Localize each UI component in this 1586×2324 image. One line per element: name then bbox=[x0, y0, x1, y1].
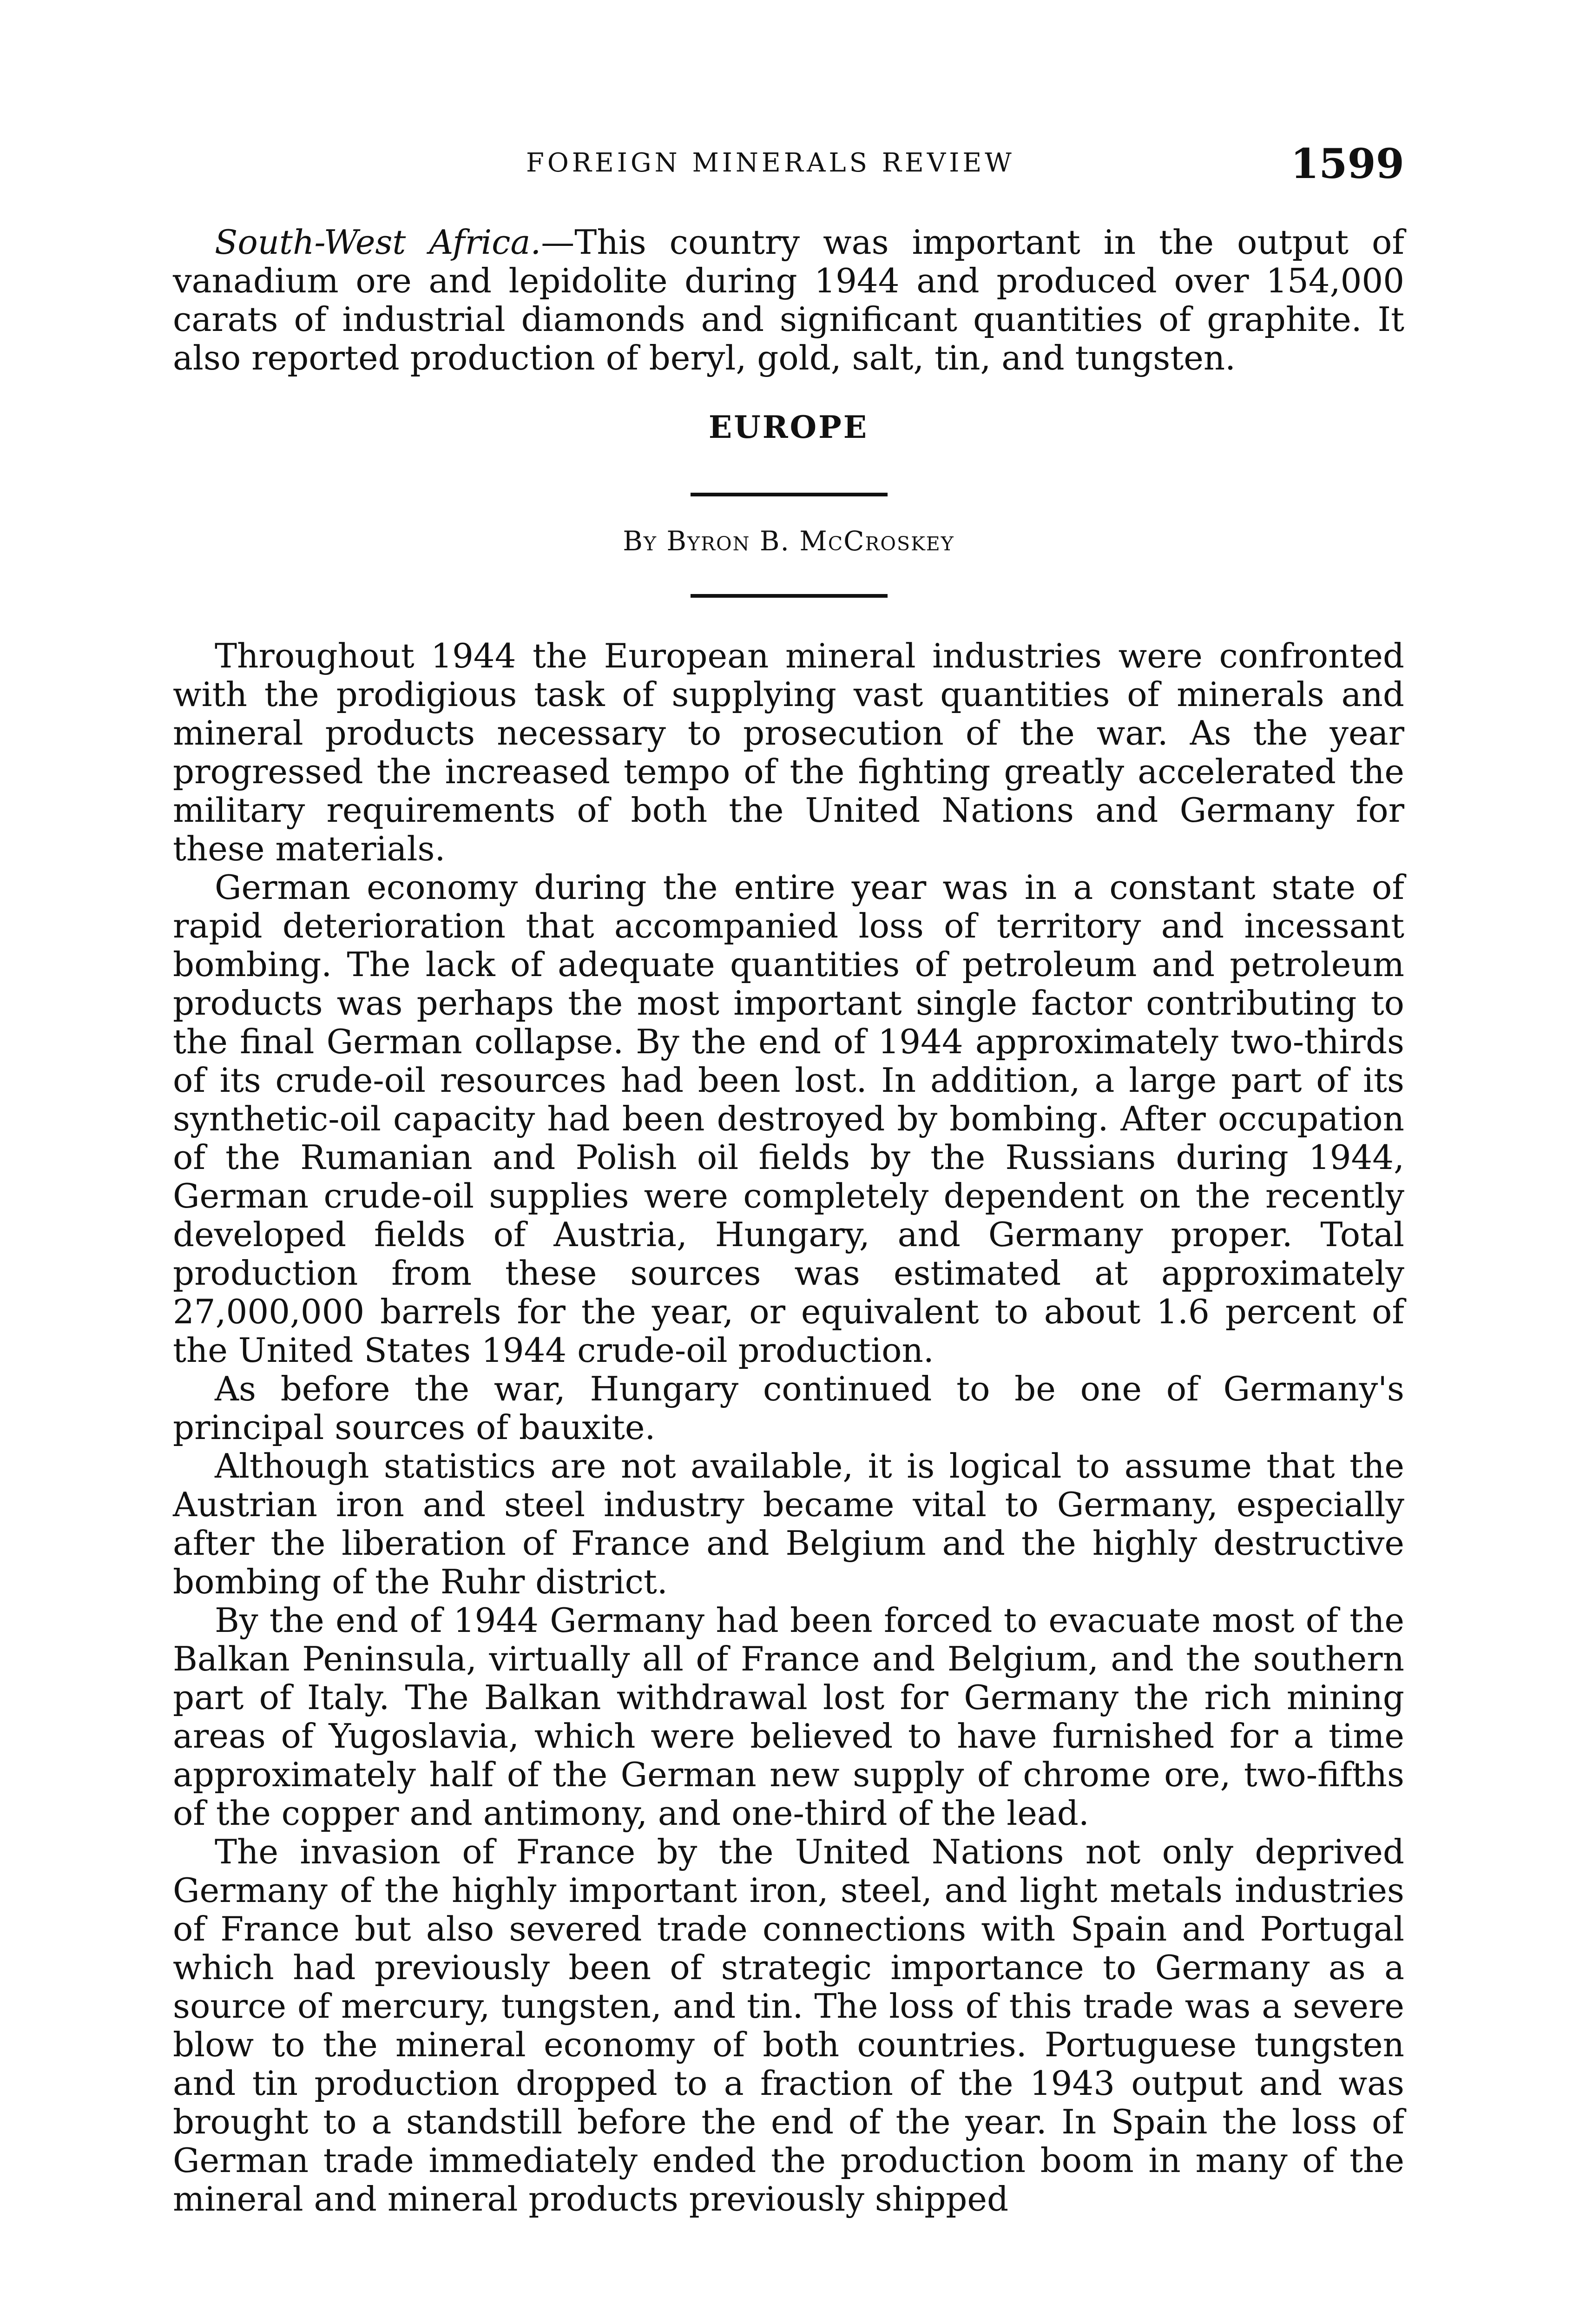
body-paragraph: By the end of 1944 Germany had been forced to evacuate most of the Balkan Peninsula, virtually all of France and Belgium, and the southern part of Italy. The Balkan withdrawal lost for Germany the rich mining areas of Yugoslavia, which were believed to have furnished for a time approximately half of the German new supply of chrome ore, two-fifths of the copper and antimony, and one-third of the lead. bbox=[173, 1601, 1404, 1833]
author-byline: By Byron B. McCroskey bbox=[623, 525, 954, 557]
body-paragraph: As before the war, Hungary continued to be one of Germany's principal sources of bauxite. bbox=[173, 1369, 1404, 1447]
intro-text: —This country was important in the output of vanadium ore and lepidolite during 1944 and produced over 154,000 carats of industrial diamonds and significant quantities of graphite. It also reported production of beryl, gold, salt, tin, and tungsten. bbox=[173, 223, 1405, 377]
body-paragraph: Although statistics are not available, it is logical to assume that the Austrian iron and steel industry became vital to Germany, especially after the liberation of France and Belgium and the highly destructive bombing of the Ruhr district. bbox=[173, 1446, 1404, 1601]
running-title: FOREIGN MINERALS REVIEW bbox=[526, 148, 1015, 178]
intro-paragraph bbox=[173, 223, 1404, 377]
body-paragraph: Throughout 1944 the European mineral industries were confronted with the prodigious task of supplying vast quantities of minerals and mineral products necessary to prosecution of the war. As the year progressed the increased tempo of the fighting greatly accelerated the military requirements of both the United Nations and Germany for these materials. bbox=[173, 636, 1404, 868]
body-paragraph: The invasion of France by the United Nations not only deprived Germany of the highly important iron, steel, and light metals industries of France but also severed trade connections with Spain and Portugal which had previously been of strategic importance to Germany as a source of mercury, tungsten, and tin. The loss of this trade was a severe blow to the mineral economy of both countries. Portuguese tungsten and tin production dropped to a fraction of the 1943 output and was brought to a standstill before the end of the year. In Spain the loss of German trade immediately ended the production boom in many of the mineral and mineral products previously shipped bbox=[173, 1832, 1404, 2218]
intro-lead: South-West Africa. bbox=[215, 223, 541, 262]
page-header bbox=[173, 139, 1404, 195]
page-number: 1599 bbox=[1290, 139, 1404, 188]
title-rule bbox=[691, 493, 888, 496]
section-title: EUROPE bbox=[708, 409, 869, 445]
body-text bbox=[173, 637, 1404, 2218]
body-paragraph: German economy during the entire year was in a constant state of rapid deterioration that accompanied loss of territory and incessant bombing. The lack of adequate quantities of petroleum and petroleum products was perhaps the most important single factor contributing to the final German collapse. By the end of 1944 approximately two-thirds of its crude-oil resources had been lost. In addition, a large part of its synthetic-oil capacity had been destroyed by bombing. After occupation of the Rumanian and Polish oil fields by the Russians during 1944, German crude-oil supplies were completely dependent on the recently developed fields of Austria, Hungary, and Germany proper. Total production from these sources was estimated at approximately 27,000,000 barrels for the year, or equivalent to about 1.6 percent of the United States 1944 crude-oil production. bbox=[173, 868, 1404, 1370]
byline-rule bbox=[691, 594, 888, 598]
